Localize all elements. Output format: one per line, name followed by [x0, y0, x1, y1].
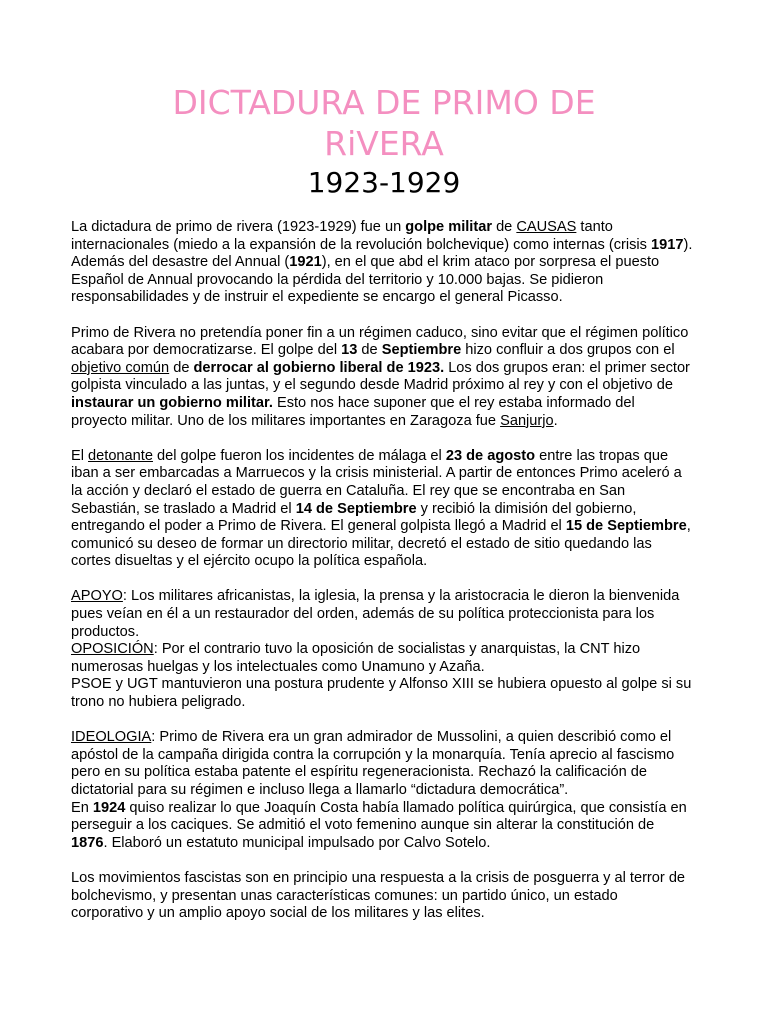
bold-text: 23 de agosto	[445, 447, 536, 464]
bold-text: 1921	[289, 254, 322, 271]
text-span: Los movimientos fascistas son en principio una respuesta a la crisis de posguerra y al terror de bolchevismo, y presentan unas características comunes: un partido único, un estado corporativo y un amplio apoyo social de los militares y las elites.	[71, 869, 686, 922]
text-span: del golpe fueron los incidentes de málaga el	[152, 447, 446, 464]
text-span: : Por el contrario tuvo la oposición de socialistas y anarquistas, la CNT hizo numerosas huelgas y los intelectuales como Unamuno y Azaña.	[71, 641, 641, 675]
bold-text: 1876	[71, 834, 104, 851]
text-span: hizo confluir a dos grupos con el	[461, 342, 675, 359]
document-years: 1923-1929	[307, 166, 461, 199]
text-span: En	[71, 799, 93, 816]
bold-text: 15 de Septiembre	[565, 518, 687, 535]
text-span: tanto internacionales (miedo a la expansión de la revolución bolchevique) como internas (crisis	[71, 219, 652, 253]
paragraph-apoyo	[71, 588, 693, 641]
bold-text: 14 de Septiembre	[295, 500, 417, 517]
text-span: : Los militares africanistas, la iglesia, la prensa y la aristocracia le dieron la bienvenida pues veían en él a un restaurador del orden, además de su política proteccionista para los productos.	[71, 588, 680, 640]
text-span: PSOE y UGT mantuvieron una postura prudente y Alfonso XIII se hubiera opuesto al golpe si su trono no hubiera peligrado.	[71, 676, 692, 711]
paragraph-golpe	[71, 325, 693, 431]
paragraph-causas	[71, 219, 693, 307]
text-span: de	[357, 342, 382, 359]
paragraph-psoe-ugt	[71, 676, 693, 711]
bold-text: 1924	[92, 799, 126, 816]
text-span: La dictadura de primo de rivera (1923-1929) fue un	[71, 219, 406, 235]
text-span: . Elaboró un estatuto municipal impulsado por Calvo Sotelo.	[103, 834, 491, 851]
title-line-2: RiVERA	[324, 124, 444, 163]
text-span: : Primo de Rivera era un gran admirador de Mussolini, a quien describió como el apóstol de la campaña dirigida contra la corrupción y la monarquía. Tenía aprecio al fascismo pero en su política estaba patente el espíritu regeneracionista. Rechazó la calificación de dictatorial para su régimen e incluso llega a llamarlo “dictadura democrática”.	[71, 729, 675, 798]
text-span: El	[71, 447, 89, 464]
text-span: , comunicó su deseo de formar un directorio militar, decretó el estado de sitio quedando las cortes disueltas y el ejército ocupo la política española.	[71, 518, 691, 570]
text-span: .	[553, 412, 558, 429]
bold-text: 13	[341, 342, 358, 359]
text-span: ), en el que abd el krim ataco por sorpresa el puesto Español de Annual provocando la pérdida del territorio y 10.000 bajas. Se pidieron responsabilidades y de instruir el expediente se encargo el general Picasso.	[71, 254, 660, 306]
paragraph-detonante	[71, 448, 693, 571]
underlined-text: OPOSICIÓN	[71, 641, 154, 658]
text-span: ). Además del desastre del Annual (	[71, 236, 693, 271]
bold-text: golpe militar	[405, 219, 493, 235]
document-title	[0, 82, 768, 164]
text-span: de	[169, 359, 194, 376]
text-span: Primo de Rivera no pretendía poner fin a un régimen caduco, sino evitar que el régimen político acabara por democratizarse. El golpe del	[71, 324, 689, 359]
text-span: Los dos grupos eran: el primer sector golpista vinculado a las juntas, y el segundo desde Madrid próximo al rey y con el objetivo de	[71, 359, 690, 394]
text-span: y recibió la dimisión del gobierno, entregando el poder a Primo de Rivera. El general golpista llegó a Madrid el	[71, 500, 637, 535]
text-span: entre las tropas que iban a ser embarcadas a Marruecos y la crisis ministerial. A partir de entonces Primo aceleró a la acción y declaró el estado de guerra en Cataluña. El rey que se encontraba en San Sebastián, se traslado a Madrid el	[71, 447, 682, 517]
underlined-text: APOYO	[71, 588, 123, 605]
text-span: Esto nos hace suponer que el rey estaba informado del proyecto militar. Uno de los militares importantes en Zaragoza fue	[71, 394, 635, 429]
title-line-1: DICTADURA DE PRIMO DE	[172, 83, 596, 122]
underlined-text: IDEOLOGIA	[71, 729, 152, 746]
bold-text: 1917	[651, 236, 684, 253]
paragraph-fascismo	[71, 870, 693, 923]
paragraph-ideologia	[71, 729, 693, 799]
text-span: quiso realizar lo que Joaquín Costa había llamado política quirúrgica, que consistía en perseguir a los caciques. Se admitió el voto femenino aunque sin alterar la constitución de	[71, 799, 687, 834]
underlined-text: objetivo común	[71, 359, 170, 376]
underlined-text: detonante	[88, 447, 153, 464]
bold-text: Septiembre	[381, 342, 462, 359]
document-body	[71, 219, 693, 940]
bold-text: derrocar al gobierno liberal de 1923.	[193, 359, 445, 376]
paragraph-1924	[71, 800, 693, 853]
underlined-text: CAUSAS	[516, 219, 577, 235]
bold-text: instaurar un gobierno militar.	[71, 394, 273, 411]
paragraph-oposicion	[71, 641, 693, 676]
text-span: de	[492, 219, 517, 235]
underlined-text: Sanjurjo	[500, 412, 554, 429]
